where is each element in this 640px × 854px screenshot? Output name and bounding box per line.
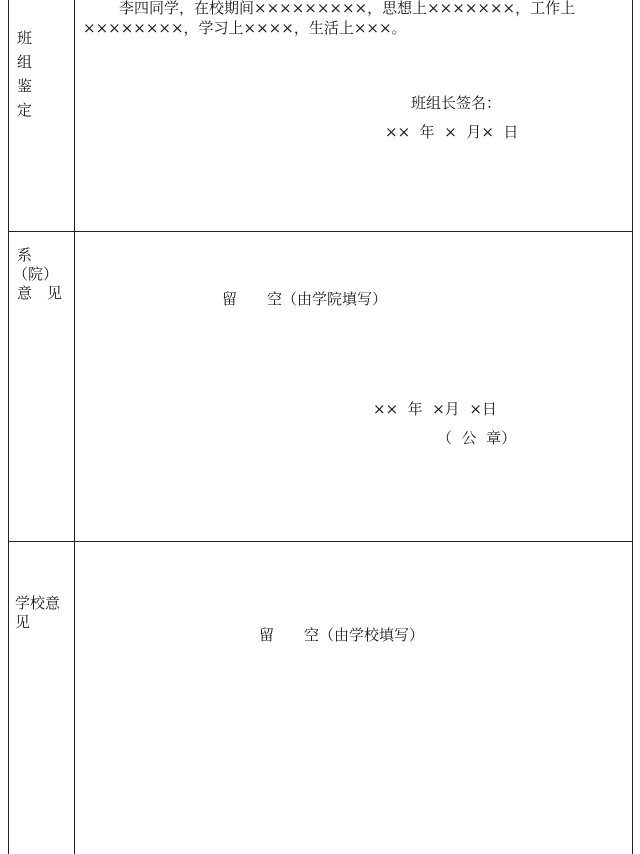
department-opinion-label-line: （院）	[13, 265, 59, 283]
school-opinion-label-cell	[9, 542, 75, 854]
class-review-label-char: 定	[17, 101, 33, 119]
department-date: ×× 年 ×月 ×日	[373, 400, 497, 418]
class-review-date: ×× 年 × 月× 日	[385, 123, 519, 141]
evaluation-form-table	[8, 0, 633, 854]
department-placeholder: 留 空（由学院填写）	[222, 290, 388, 308]
department-opinion-label-line: 系	[17, 246, 33, 264]
class-review-row	[9, 0, 632, 232]
class-review-content	[75, 0, 632, 231]
official-seal-note: （ 公 章）	[437, 429, 517, 447]
class-review-body: 李四同学，在校期间×××××××××，思想上×××××××，工作上××××××××，学习上××××，生活上×××。	[83, 0, 576, 37]
department-opinion-label-line: 意 见	[17, 284, 63, 302]
department-opinion-content	[75, 232, 632, 541]
school-opinion-label: 学校意见	[15, 594, 61, 631]
class-review-label-char: 鉴	[17, 77, 33, 95]
class-review-label	[17, 26, 32, 122]
department-opinion-label-cell	[9, 232, 75, 541]
class-review-label-char: 组	[17, 53, 33, 71]
class-review-label-char: 班	[17, 29, 33, 47]
class-leader-signature-label: 班组长签名：	[411, 94, 502, 112]
class-review-label-cell	[9, 0, 75, 231]
department-opinion-row	[9, 232, 632, 542]
school-opinion-content	[75, 542, 632, 854]
school-opinion-row	[9, 542, 632, 854]
department-opinion-label	[13, 246, 63, 303]
school-placeholder: 留 空（由学校填写）	[259, 626, 425, 644]
